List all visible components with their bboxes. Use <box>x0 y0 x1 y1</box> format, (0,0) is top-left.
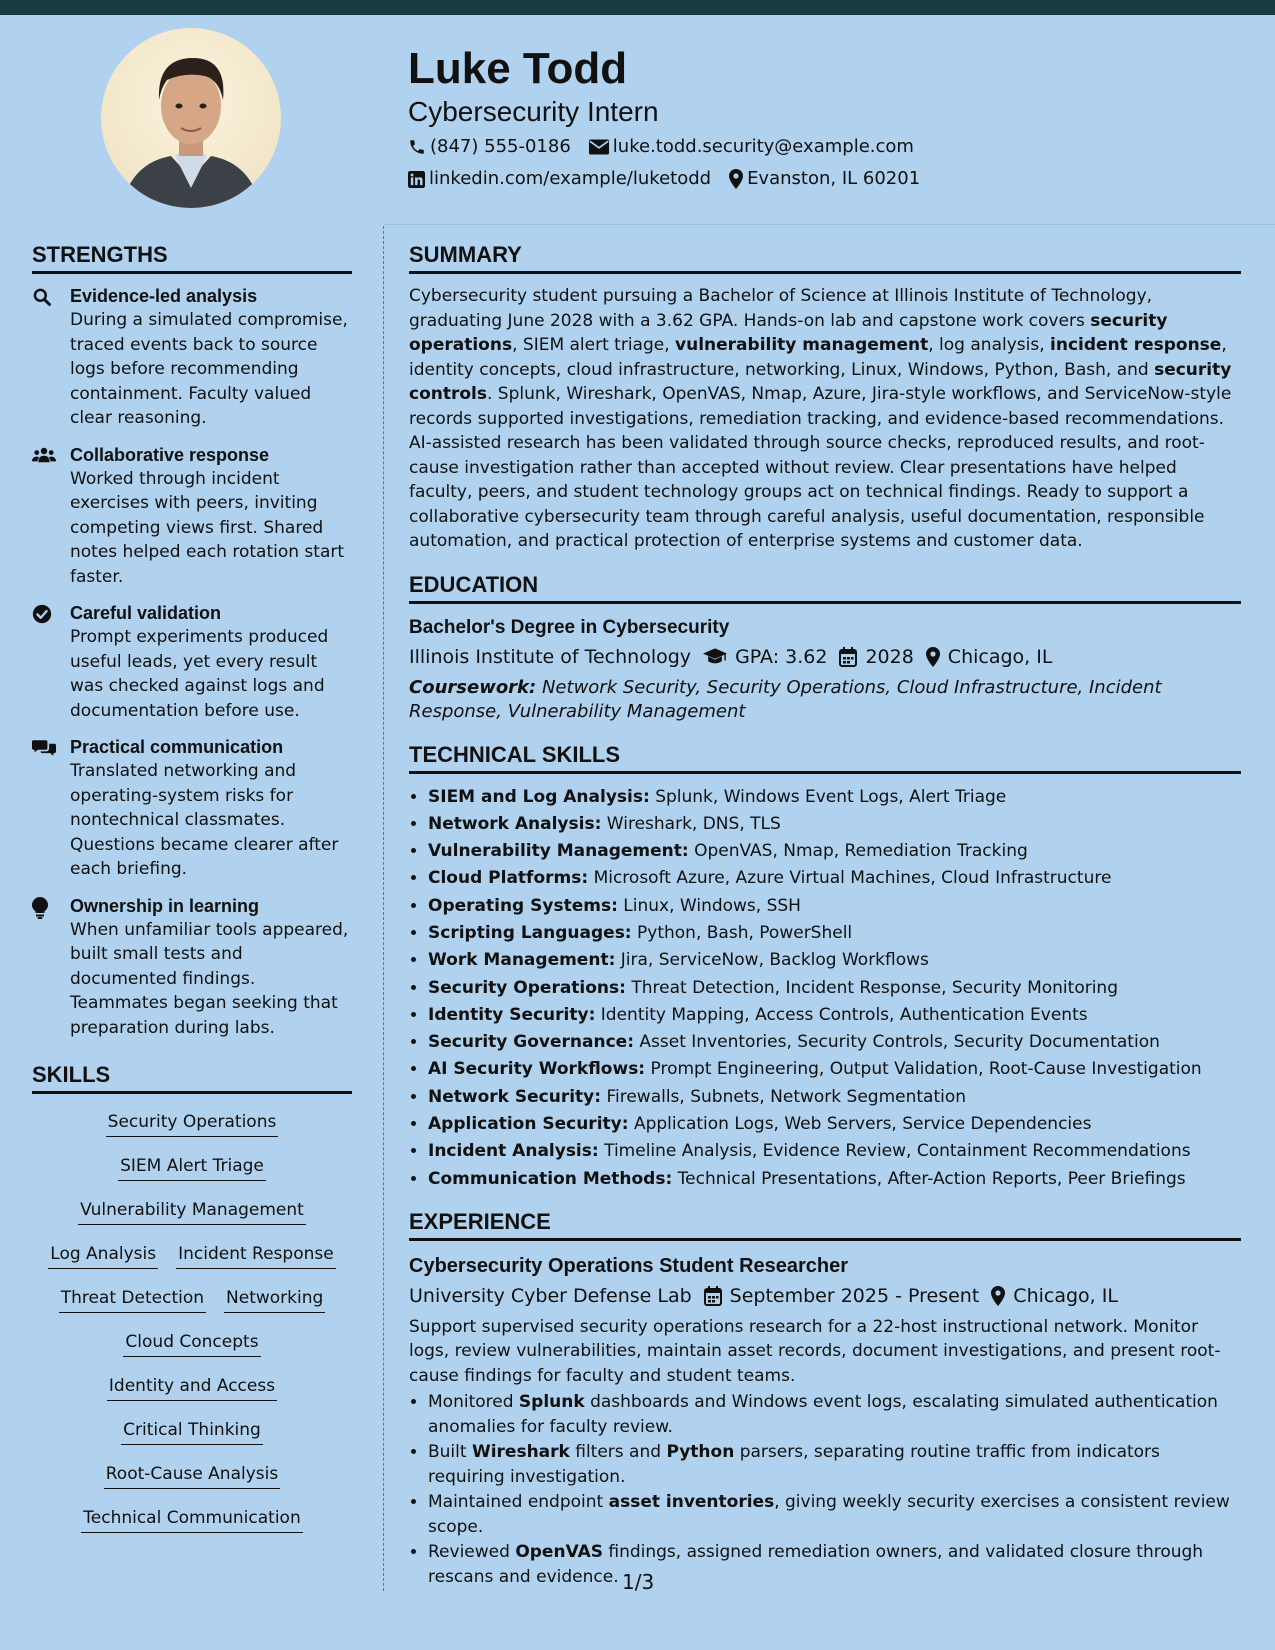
technical-skill-item: • Network Security: Firewalls, Subnets, Network Segmentation <box>428 1084 1241 1111</box>
education-meta <box>409 642 1241 672</box>
strength-item <box>32 443 352 590</box>
technical-skill-item: • Identity Security: Identity Mapping, Access Controls, Authentication Events <box>428 1002 1241 1029</box>
map-pin-icon <box>729 169 743 189</box>
candidate-name: Luke Todd <box>408 44 628 93</box>
school-name: Illinois Institute of Technology <box>409 645 692 668</box>
strength-title: Practical communication <box>70 737 284 757</box>
page-number: 1/3 <box>622 1570 655 1594</box>
strength-item <box>32 894 352 1041</box>
strength-desc: Translated networking and operating-system risks for nontechnical classmates. Questions became clearer after each briefing. <box>70 761 339 879</box>
gpa-text: GPA: 3.62 <box>735 645 828 668</box>
strength-desc: Worked through incident exercises with peers, inviting competing views first. Shared notes helped each rotation start faster. <box>70 468 345 587</box>
experience-title: EXPERIENCE <box>409 1207 1241 1241</box>
experience-bullet: • Maintained endpoint asset inventories, giving weekly security exercises a consistent review scope. <box>428 1490 1241 1539</box>
strength-item <box>32 735 352 882</box>
education-degree: Bachelor's Degree in Cybersecurity <box>409 616 730 638</box>
contact-row-1 <box>408 132 1228 162</box>
graduation-cap-icon <box>703 648 727 666</box>
strength-title: Ownership in learning <box>70 895 260 916</box>
skill-tag: Cloud Concepts <box>123 1330 260 1357</box>
skill-tag: Security Operations <box>106 1110 279 1137</box>
skill-tag: Root-Cause Analysis <box>104 1462 280 1489</box>
map-pin-icon <box>991 1286 1005 1306</box>
strengths-title: STRENGTHS <box>32 240 352 274</box>
profile-photo <box>101 28 281 208</box>
skill-tag: Vulnerability Management <box>78 1198 306 1225</box>
calendar-icon <box>839 647 857 667</box>
strength-title: Careful validation <box>70 603 222 623</box>
lightbulb-icon <box>32 897 48 919</box>
experience-bullet: • Monitored Splunk dashboards and Windows event logs, escalating simulated authentication anomalies for faculty review. <box>428 1390 1241 1439</box>
email-item <box>589 132 914 162</box>
header-divider <box>384 224 1275 225</box>
linkedin-link[interactable]: linkedin.com/example/luketodd <box>429 168 712 189</box>
technical-skill-item: • Security Operations: Threat Detection, Incident Response, Security Monitoring <box>428 975 1241 1002</box>
coursework: Coursework: Network Security, Security Operations, Cloud Infrastructure, Incident Response, Vulnerability Management <box>409 676 1162 722</box>
technical-skill-item: • Vulnerability Management: OpenVAS, Nmap, Remediation Tracking <box>428 838 1241 865</box>
job-dates: September 2025 - Present <box>729 1284 980 1307</box>
technical-skill-item: • Scripting Languages: Python, Bash, PowerShell <box>428 920 1241 947</box>
summary-text: Cybersecurity student pursuing a Bachelor of Science at Illinois Institute of Technology, graduating June 2028 with a 3.62 GPA. Hands-on lab and capstone work covers security operations, SIEM alert triage, vulnerability management, log analysis, incident response, identity concepts, cloud infrastructure, networking, Linux, Windows, Python, Bash, and security controls. Splunk, Wireshark, OpenVAS, Nmap, Azure, Jira-style workflows, and ServiceNow-style records supported investigations, remediation tracking, and evidence-based recommendations. AI-assisted research has been validated through source checks, reproduced results, and root-cause investigation rather than accepted without review. Clear presentations have helped faculty, peers, and student technology groups act on technical findings. Ready to support a collaborative cybersecurity team through careful analysis, useful documentation, responsible automation, and practical protection of enterprise systems and customer data. <box>409 286 1232 551</box>
phone-icon <box>408 138 426 156</box>
candidate-role: Cybersecurity Intern <box>408 96 659 127</box>
envelope-icon <box>589 139 609 155</box>
strength-title: Collaborative response <box>70 444 270 465</box>
skill-tag: Technical Communication <box>81 1506 302 1533</box>
strength-desc: When unfamiliar tools appeared, built small tests and documented findings. Teammates began seeking that preparation during labs. <box>70 919 349 1038</box>
skill-tag: Log Analysis <box>48 1242 158 1269</box>
technical-skill-item: • SIEM and Log Analysis: Splunk, Windows Event Logs, Alert Triage <box>428 784 1241 811</box>
strength-desc: Prompt experiments produced useful leads, yet every result was checked against logs and documentation before use. <box>70 627 329 721</box>
strength-item <box>32 284 352 431</box>
search-icon <box>32 287 52 307</box>
technical-skills-list <box>409 784 1241 1193</box>
skill-tag: Identity and Access <box>107 1374 277 1401</box>
technical-skill-item: • Operating Systems: Linux, Windows, SSH <box>428 893 1241 920</box>
top-bar <box>0 0 1275 15</box>
skill-tag: Networking <box>224 1286 325 1313</box>
users-icon <box>32 446 56 464</box>
technical-skill-item: • Application Security: Application Logs, Web Servers, Service Dependencies <box>428 1111 1241 1138</box>
technical-skills-title: TECHNICAL SKILLS <box>409 740 1241 774</box>
job-description: Support supervised security operations research for a 22-host instructional network. Monitor logs, review vulnerabilities, maintain asset records, document investigations, and present root-cause findings for faculty and student teams. <box>409 1316 1221 1386</box>
resume-header <box>408 40 1228 194</box>
skills-cloud <box>32 1110 352 1550</box>
phone-item <box>408 132 571 162</box>
linkedin-icon <box>408 171 425 188</box>
linkedin-item <box>408 164 711 194</box>
location-text: Evanston, IL 60201 <box>747 168 921 189</box>
technical-skill-item: • AI Security Workflows: Prompt Engineering, Output Validation, Root-Cause Investigation <box>428 1056 1241 1083</box>
skill-tag: Threat Detection <box>59 1286 206 1313</box>
phone-text[interactable]: (847) 555-0186 <box>430 136 571 157</box>
strength-desc: During a simulated compromise, traced events back to source logs before recommending containment. Faculty valued clear reasoning. <box>70 310 348 428</box>
technical-skill-item: • Cloud Platforms: Microsoft Azure, Azure Virtual Machines, Cloud Infrastructure <box>428 865 1241 892</box>
education-location: Chicago, IL <box>947 645 1053 668</box>
strength-item <box>32 601 352 723</box>
job-meta <box>409 1281 1241 1311</box>
location-item <box>729 164 920 194</box>
technical-skill-item: • Security Governance: Asset Inventories, Security Controls, Security Documentation <box>428 1029 1241 1056</box>
skill-tag: Critical Thinking <box>121 1418 263 1445</box>
technical-skill-item: • Work Management: Jira, ServiceNow, Backlog Workflows <box>428 947 1241 974</box>
technical-skill-item: • Communication Methods: Technical Presentations, After-Action Reports, Peer Briefings <box>428 1166 1241 1193</box>
email-link[interactable]: luke.todd.security@example.com <box>612 136 914 157</box>
map-pin-icon <box>926 647 940 667</box>
skill-tag: SIEM Alert Triage <box>118 1154 266 1181</box>
calendar-icon <box>704 1286 722 1306</box>
column-divider <box>383 226 384 1591</box>
right-column <box>409 240 1241 1590</box>
left-column <box>32 240 352 1550</box>
skill-tag: Incident Response <box>176 1242 336 1269</box>
education-title: EDUCATION <box>409 570 1241 604</box>
organization: University Cyber Defense Lab <box>409 1284 692 1307</box>
experience-bullets <box>409 1390 1241 1589</box>
strength-title: Evidence-led analysis <box>70 286 258 306</box>
contact-row-2 <box>408 164 1228 194</box>
technical-skill-item: • Network Analysis: Wireshark, DNS, TLS <box>428 811 1241 838</box>
job-location: Chicago, IL <box>1013 1284 1118 1307</box>
skills-title: SKILLS <box>32 1060 352 1094</box>
experience-bullet: • Built Wireshark filters and Python parsers, separating routine traffic from indicators requiring investigation. <box>428 1440 1241 1489</box>
graduation-year: 2028 <box>865 645 914 668</box>
experience-bullet: • Reviewed OpenVAS findings, assigned remediation owners, and validated closure through rescans and evidence. <box>428 1540 1241 1589</box>
check-circle-icon <box>32 604 52 624</box>
job-title: Cybersecurity Operations Student Researcher <box>409 1254 849 1277</box>
comments-icon <box>32 738 56 758</box>
summary-title: SUMMARY <box>409 240 1241 274</box>
technical-skill-item: • Incident Analysis: Timeline Analysis, Evidence Review, Containment Recommendations <box>428 1138 1241 1165</box>
